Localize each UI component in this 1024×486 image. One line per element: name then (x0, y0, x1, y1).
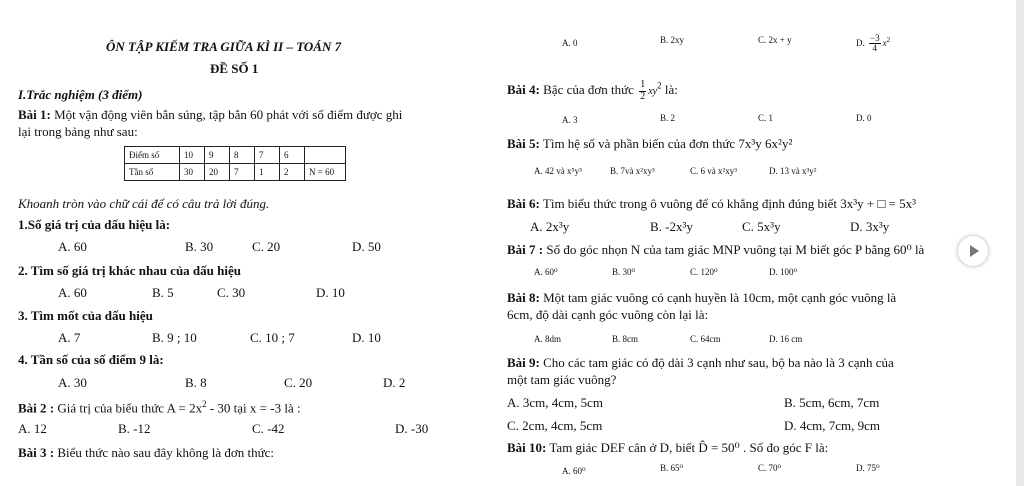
bai10-text: Bài 10: Tam giác DEF cân ở D, biết D̂ = 50⁰ . Số đo góc F là: (507, 440, 829, 455)
bai7-option-a[interactable]: A. 60⁰ (534, 267, 558, 277)
q4-option-b[interactable]: B. 8 (185, 375, 207, 390)
page-edge (1016, 0, 1024, 486)
bai3-option-b[interactable]: B. 2xy (660, 35, 685, 45)
table-head-cell: Tần số (125, 164, 180, 181)
bai4-option-a[interactable]: A. 3 (562, 115, 578, 125)
bai6-option-d[interactable]: D. 3x³y (850, 219, 890, 234)
bai8-option-a[interactable]: A. 8dm (534, 334, 561, 344)
q3-option-d[interactable]: D. 10 (352, 330, 381, 345)
table-cell: 20 (205, 164, 230, 181)
table-cell: 7 (255, 147, 280, 164)
bai8-option-d[interactable]: D. 16 cm (769, 334, 803, 344)
table-head-cell: Điểm số (125, 147, 180, 164)
section-heading: I.Trắc nghiệm (3 điểm) (18, 87, 143, 102)
q1-option-b[interactable]: B. 30 (185, 239, 214, 254)
bai1-line2: lại trong bảng như sau: (18, 124, 138, 139)
bai8-option-b[interactable]: B. 8cm (612, 334, 638, 344)
bai7-option-d[interactable]: D. 100⁰ (769, 267, 798, 277)
bai7-text: Bài 7 : Số đo góc nhọn N của tam giác MNP vuông tại M biết góc P bằng 60⁰ là (507, 242, 925, 257)
bai4-option-d[interactable]: D. 0 (856, 113, 872, 123)
bai9-line2: một tam giác vuông? (507, 372, 617, 387)
q4-text: 4. Tần số của số điểm 9 là: (18, 352, 164, 367)
table-row (125, 147, 346, 164)
bai5-option-b[interactable]: B. 7và x²xy³ (610, 166, 655, 176)
bai5-option-d[interactable]: D. 13 và x³y² (769, 166, 817, 176)
q3-option-a[interactable]: A. 7 (58, 330, 81, 345)
q1-text: 1.Số giá trị của dấu hiệu là: (18, 217, 171, 232)
q2-option-d[interactable]: D. 10 (316, 285, 345, 300)
bai10-option-a[interactable]: A. 60⁰ (562, 466, 586, 476)
bai4-text: Bài 4: Bậc của đơn thức $\frac{1}{2}$ $xy^2$ là: (507, 79, 678, 102)
bai3-option-c[interactable]: C. 2x + y (758, 35, 792, 45)
q3-option-b[interactable]: B. 9 ; 10 (152, 330, 197, 345)
bai2-option-b[interactable]: B. -12 (118, 421, 151, 436)
instruction: Khoanh tròn vào chữ cái để có câu trả lời đúng. (18, 196, 270, 211)
bai5-option-a[interactable]: A. 42 và x⁵y³ (534, 166, 582, 176)
bai3-text: Bài 3 : Biểu thức nào sau đây không là đơn thức: (18, 445, 275, 460)
bai8-option-c[interactable]: C. 64cm (690, 334, 721, 344)
table-cell: 30 (180, 164, 205, 181)
q3-option-c[interactable]: C. 10 ; 7 (250, 330, 295, 345)
q1-option-a[interactable]: A. 60 (58, 239, 87, 254)
table-cell: 9 (205, 147, 230, 164)
q1-option-d[interactable]: D. 50 (352, 239, 381, 254)
bai2-text: Bài 2 : Giá trị của biểu thức $A = 2x^2 - 30$ tại x = -3 là : (18, 399, 301, 416)
bai1-line1: Bài 1: Một vận động viên bắn súng, tập bắn 60 phát với số điểm được ghi (18, 107, 403, 122)
bai7-option-b[interactable]: B. 30⁰ (612, 267, 636, 277)
bai6-text: Bài 6: Tìm biểu thức trong ô vuông để có khẳng định đúng biết 3x³y + □ = 5x³ (507, 196, 917, 211)
exam-subtitle: ĐỀ SỐ 1 (210, 61, 259, 76)
table-row (125, 164, 346, 181)
bai9-line1: Bài 9: Cho các tam giác có độ dài 3 cạnh như sau, bộ ba nào là 3 cạnh của (507, 355, 894, 370)
table-cell (305, 147, 346, 164)
bai6-option-b[interactable]: B. -2x³y (650, 219, 693, 234)
bai5-option-c[interactable]: C. 6 và x²xy³ (690, 166, 737, 176)
table-cell: 7 (230, 164, 255, 181)
bai2-option-c[interactable]: C. -42 (252, 421, 285, 436)
bai4-option-b[interactable]: B. 2 (660, 113, 676, 123)
table-cell: 10 (180, 147, 205, 164)
bai9-option-a[interactable]: A. 3cm, 4cm, 5cm (507, 395, 604, 410)
table-cell: 2 (280, 164, 305, 181)
bai3-option-d[interactable]: D. $\frac{-3}{4}$ $x^2$ (856, 33, 891, 54)
q2-option-b[interactable]: B. 5 (152, 285, 174, 300)
play-button-icon[interactable] (958, 236, 988, 266)
q4-option-a[interactable]: A. 30 (58, 375, 87, 390)
table-cell: 6 (280, 147, 305, 164)
bai10-option-b[interactable]: B. 65⁰ (660, 463, 684, 473)
bai10-option-c[interactable]: C. 70⁰ (758, 463, 782, 473)
bai2-option-a[interactable]: A. 12 (18, 421, 47, 436)
bai3-option-a[interactable]: A. 0 (562, 38, 578, 48)
bai6-option-c[interactable]: C. 5x³y (742, 219, 781, 234)
bai9-option-c[interactable]: C. 2cm, 4cm, 5cm (507, 418, 603, 433)
q2-text: 2. Tìm số giá trị khác nhau của dấu hiệu (18, 263, 241, 278)
q2-option-c[interactable]: C. 30 (217, 285, 246, 300)
q4-option-c[interactable]: C. 20 (284, 375, 313, 390)
bai9-option-d[interactable]: D. 4cm, 7cm, 9cm (784, 418, 881, 433)
bai4-option-c[interactable]: C. 1 (758, 113, 774, 123)
bai10-option-d[interactable]: D. 75⁰ (856, 463, 880, 473)
bai2-option-d[interactable]: D. -30 (395, 421, 429, 436)
table-cell: N = 60 (305, 164, 346, 181)
exam-title: ÔN TẬP KIỂM TRA GIỮA KÌ II – TOÁN 7 (106, 39, 342, 54)
bai7-option-c[interactable]: C. 120⁰ (690, 267, 718, 277)
q4-option-d[interactable]: D. 2 (383, 375, 406, 390)
bai9-option-b[interactable]: B. 5cm, 6cm, 7cm (784, 395, 880, 410)
bai5-text: Bài 5: Tìm hệ số và phần biến của đơn thức 7x³y 6x²y² (507, 136, 793, 151)
frequency-table (124, 146, 346, 181)
table-cell: 8 (230, 147, 255, 164)
table-cell: 1 (255, 164, 280, 181)
q2-option-a[interactable]: A. 60 (58, 285, 87, 300)
bai6-option-a[interactable]: A. 2x³y (530, 219, 570, 234)
bai8-line1: Bài 8: Một tam giác vuông có cạnh huyền là 10cm, một cạnh góc vuông là (507, 290, 897, 305)
bai8-line2: 6cm, độ dài cạnh góc vuông còn lại là: (507, 307, 709, 322)
q1-option-c[interactable]: C. 20 (252, 239, 281, 254)
q3-text: 3. Tìm mốt của dấu hiệu (18, 308, 153, 323)
